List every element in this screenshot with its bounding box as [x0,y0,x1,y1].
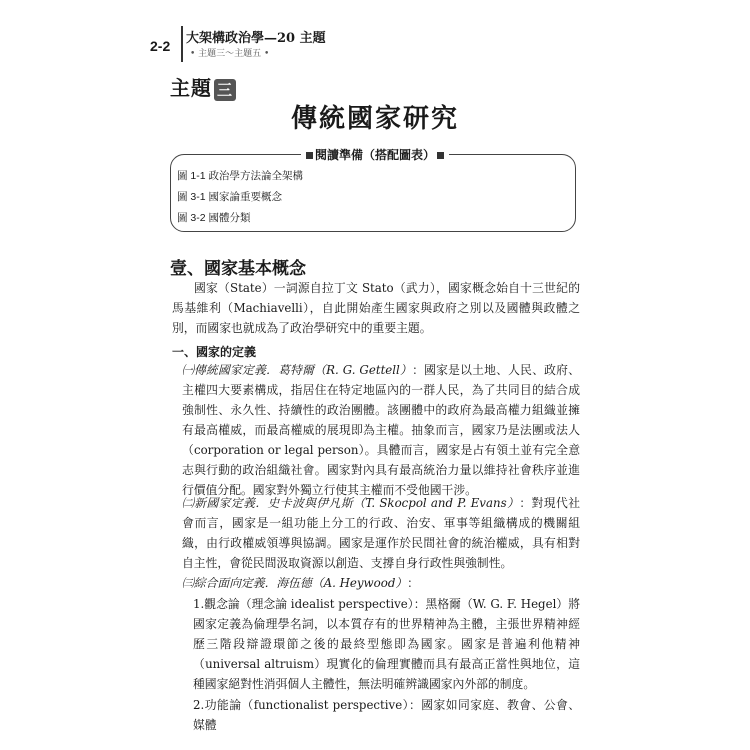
book-subtitle: • 主題三～主題五 • [190,49,270,59]
reading-prep-item: 圖 1-1 政治學方法論全架構 [177,170,304,182]
sub-item [193,594,580,694]
section-title: 壹、國家基本概念 [170,259,306,278]
chapter-title: 傳統國家研究 [290,104,459,134]
square-bullet-icon [306,152,313,159]
reading-prep-item: 圖 3-1 國家論重要概念 [177,191,283,203]
topic-number-badge: 三 [214,79,236,101]
definition-item [182,493,580,573]
definition-text: ： [407,576,419,590]
sub-item-number: 2. [193,698,205,712]
book-title: 大架構政治學—20 主題 [186,31,326,46]
square-bullet-icon [437,152,444,159]
intro-paragraph: 國家（State）一詞源自拉丁文 Stato（武力），國家概念始自十三世紀的馬基維利（Machiavelli），自此開始產生國家與政府之別以及國體與政體之別，而國家也就成為了政治學研究中的重要主題。 [172,281,580,335]
definition-lead: ㈡新國家定義．史卡波與伊凡斯（T. Skocpol and P. Evans） [182,496,520,510]
reading-prep-item: 圖 3-2 國體分類 [177,212,251,224]
reading-prep-heading-text: 閱讀準備（搭配圖表） [314,148,435,162]
sub-item-text: 功能論（functionalist perspective）：國家如同家庭、教會、公會、媒體 [193,698,580,732]
topic-label [170,72,236,101]
sub-item [193,695,580,735]
page-number: 2-2 [150,38,171,54]
definition-lead: ㈢綜合面向定義．海伍德（A. Heywood） [182,576,408,590]
reading-prep-heading [0,146,750,163]
definition-lead: ㈠傳統國家定義．葛特爾（R. G. Gettell） [182,363,413,377]
definition-text: ：對現代社會而言，國家是一組功能上分工的行政、治安、軍事等組織構成的機關組織，由行政權威領導與協調。國家是運作於民間社會的統治權威，具有相對自主性，會從民間汲取資源以創造、支撐自身行政性與強制性。 [182,496,580,570]
sub-item-number: 1. [193,597,205,611]
definition-item [182,573,580,593]
subsection-title: 一、國家的定義 [172,345,257,359]
topic-label-text: 主題 [170,76,212,100]
definition-item [182,360,580,500]
header-divider [181,26,183,62]
sub-item-text: 觀念論（理念論 idealist perspective）：黑格爾（W. G. F. Hegel）將國家定義為倫理學名詞，以本質存有的世界精神為主體，主張世界精神經歷三階段辯證環節之後的最終型態即為國家。國家是普遍利他精神（universal altruism）現實化的倫理實體而具有最高正當性與地位，這種國家絕對性消弭個人主體性，無法明確辨識國家內外部的制度。 [193,597,580,691]
definition-text: ：國家是以土地、人民、政府、主權四大要素構成，指居住在特定地區內的一群人民，為了共同目的結合成強制性、永久性、持續性的政治團體。該團體中的政府為最高權力組織並擁有最高權威，而最高權威的展現即為主權。抽象而言，國家乃是法團或法人（corporation or legal person）。具體而言，國家是占有領土並有完全意志與行動的政治組織社會。國家對內具有最高統治力量以維持社會秩序並進行價值分配。國家對外獨立行使其主權而不受他國干涉。 [182,363,580,497]
